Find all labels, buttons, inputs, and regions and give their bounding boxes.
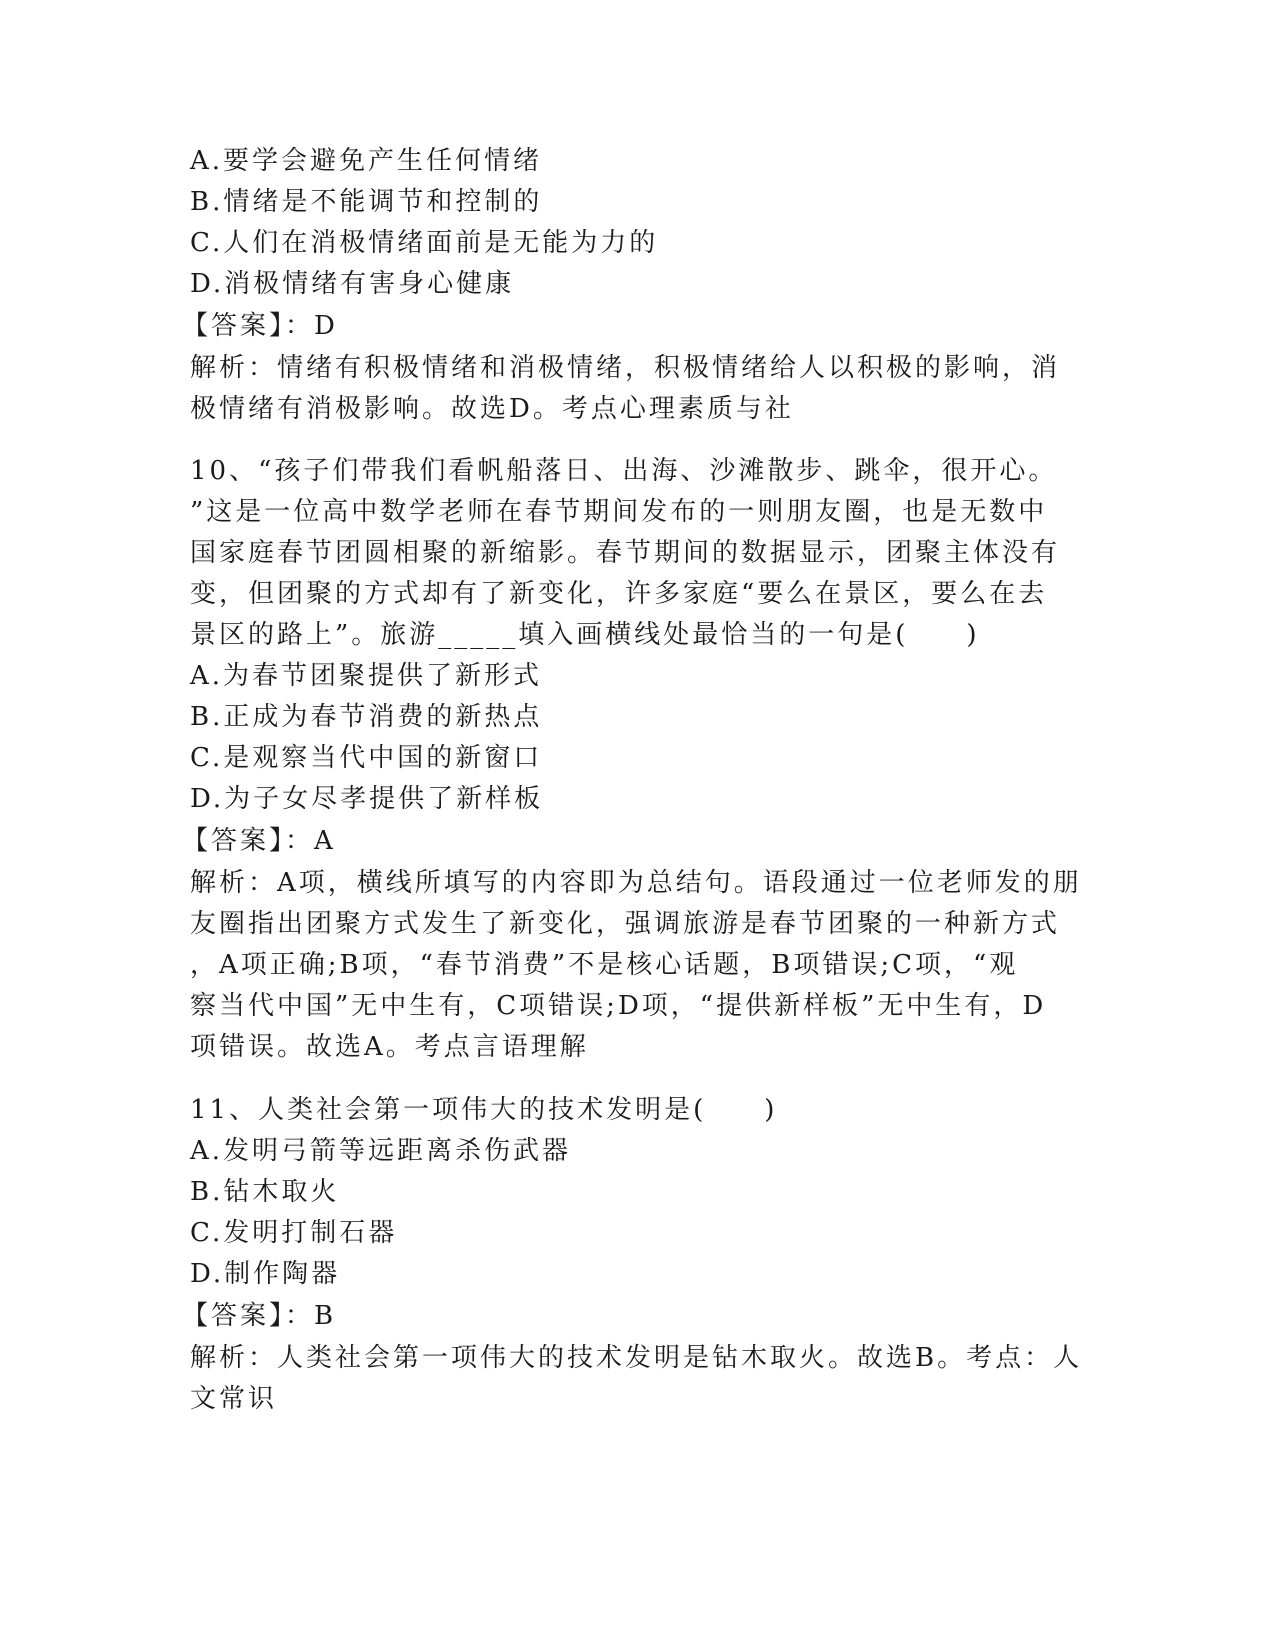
q10-analysis-line-5: 项错误。故选A。考点言语理解 — [190, 1032, 589, 1062]
q11-option-c: C.发明打制石器 — [190, 1218, 398, 1248]
q10-stem-line-4: 变，但团聚的方式却有了新变化，许多家庭“要么在景区，要么在去 — [190, 579, 1048, 609]
q9-option-a: A.要学会避免产生任何情绪 — [190, 146, 543, 176]
q11-option-a: A.发明弓箭等远距离杀伤武器 — [190, 1136, 572, 1166]
q11-option-b: B.钻木取火 — [190, 1177, 340, 1207]
q9-analysis-line-2: 极情绪有消极影响。故选D。考点心理素质与社 — [190, 394, 794, 424]
q10-option-a: A.为春节团聚提供了新形式 — [190, 661, 543, 691]
q10-option-c: C.是观察当代中国的新窗口 — [190, 743, 543, 773]
q10-stem-line-5: 景区的路上”。旅游_____填入画横线处最恰当的一句是( ) — [190, 620, 980, 650]
q10-stem-line-2: ”这是一位高中数学老师在春节期间发布的一则朋友圈，也是无数中 — [190, 497, 1048, 527]
q9-option-b: B.情绪是不能调节和控制的 — [190, 187, 543, 217]
q11-stem-line-1: 11、人类社会第一项伟大的技术发明是( ) — [190, 1095, 778, 1125]
q9-option-c: C.人们在消极情绪面前是无能为力的 — [190, 228, 659, 258]
q9-answer: 【答案】：D — [182, 311, 338, 341]
q10-analysis-line-1: 解析：A项，横线所填写的内容即为总结句。语段通过一位老师发的朋 — [190, 868, 1082, 898]
q9-option-d: D.消极情绪有害身心健康 — [190, 269, 515, 299]
q10-stem-line-1: 10、“孩子们带我们看帆船落日、出海、沙滩散步、跳伞，很开心。 — [190, 456, 1058, 486]
q11-analysis-line-2: 文常识 — [190, 1384, 278, 1414]
q10-stem-line-3: 国家庭春节团圆相聚的新缩影。春节期间的数据显示，团聚主体没有 — [190, 538, 1061, 568]
q9-analysis-line-1: 解析：情绪有积极情绪和消极情绪，积极情绪给人以积极的影响，消 — [190, 353, 1061, 383]
q10-analysis-line-3: ，A项正确;B项，“春节消费”不是核心话题，B项错误;C项，“观 — [190, 950, 1019, 980]
q10-answer: 【答案】：A — [182, 826, 336, 856]
q10-analysis-line-4: 察当代中国”无中生有，C项错误;D项，“提供新样板”无中生有，D — [190, 991, 1047, 1021]
q10-option-d: D.为子女尽孝提供了新样板 — [190, 784, 544, 814]
q11-option-d: D.制作陶器 — [190, 1259, 341, 1289]
q10-option-b: B.正成为春节消费的新热点 — [190, 702, 543, 732]
q11-analysis-line-1: 解析：人类社会第一项伟大的技术发明是钻木取火。故选B。考点：人 — [190, 1343, 1083, 1373]
q10-analysis-line-2: 友圈指出团聚方式发生了新变化，强调旅游是春节团聚的一种新方式 — [190, 909, 1061, 939]
q11-answer: 【答案】：B — [182, 1301, 337, 1331]
